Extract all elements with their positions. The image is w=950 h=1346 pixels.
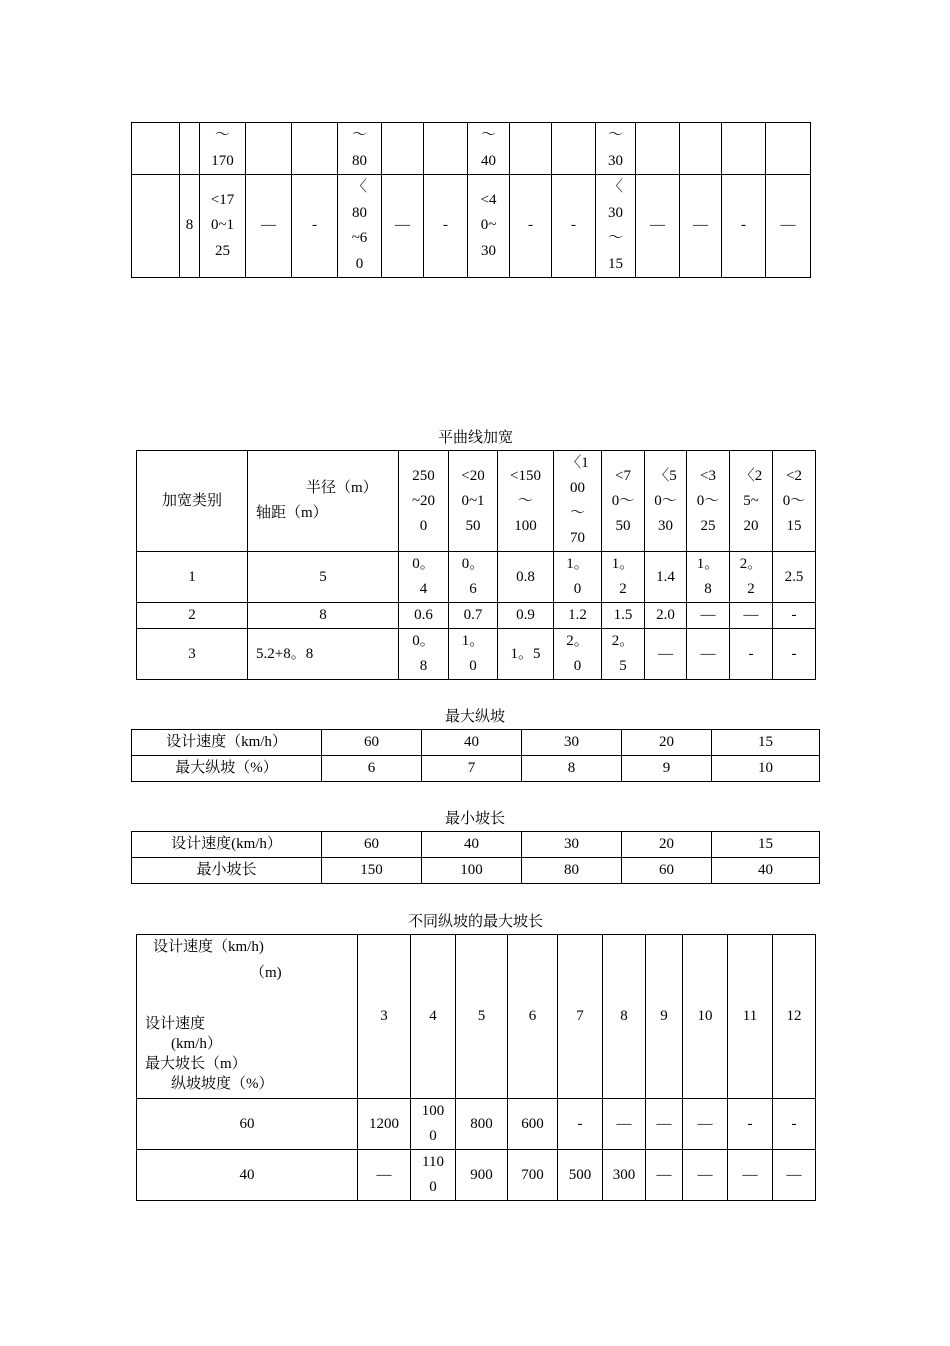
value-cell: 300 [603,1150,646,1201]
value-cell: 6 [322,756,422,782]
value-cell: 0。 8 [399,629,449,680]
value-cell: — [773,1150,816,1201]
value-cell: 500 [558,1150,603,1201]
value-cell: 20 [622,832,712,858]
grade-header: 6 [508,935,558,1099]
category-cell: 1 [137,552,248,603]
table-row [132,175,811,278]
value-cell: 10 [712,756,820,782]
value-cell: 30 [522,730,622,756]
table-cell: — [382,175,424,278]
value-cell: 1.4 [645,552,687,603]
value-cell: — [645,629,687,680]
grade-header: 9 [646,935,683,1099]
grade-header: 11 [728,935,773,1099]
value-cell: - [558,1099,603,1150]
table-cell: ～ 170 [200,123,246,175]
value-cell: 100 0 [411,1099,456,1150]
row-label: 设计速度(km/h） [132,832,322,858]
value-cell: 40 [422,730,522,756]
table-cell: - [510,175,552,278]
value-cell: — [646,1099,683,1150]
value-cell: - [773,603,816,629]
value-cell: 80 [522,858,622,884]
grade-header: 12 [773,935,816,1099]
value-cell: 800 [456,1099,508,1150]
value-cell: 2.0 [645,603,687,629]
table-row [132,832,820,858]
value-cell: - [773,1099,816,1150]
table-cell: 8 [180,175,200,278]
table-cell: - [722,175,766,278]
radius-range: 250 ~20 0 [399,451,449,552]
table-cell: <4 0~ 30 [468,175,510,278]
value-cell: - [773,629,816,680]
value-cell: - [730,629,773,680]
value-cell: 7 [422,756,522,782]
max-grade-table [131,729,820,782]
table-cell [132,175,180,278]
diagonal-header [137,935,358,1099]
header-speed-2: 设计速度 [145,1016,206,1032]
top-table [131,122,811,278]
radius-range: <20 0~1 50 [449,451,498,552]
table-cell [382,123,424,175]
value-cell: 110 0 [411,1150,456,1201]
table-cell: ～ 40 [468,123,510,175]
max-length-title: 不同纵坡的最大坡长 [407,914,543,930]
radius-range: <3 0～ 25 [687,451,730,552]
row-label: 最小坡长 [132,858,322,884]
value-cell: 2。 0 [554,629,602,680]
widening-table [136,450,816,680]
radius-range: <7 0～ 50 [602,451,645,552]
radius-range: 〈2 5~ 20 [730,451,773,552]
table-cell: — [766,175,811,278]
max-length-table [136,934,816,1201]
value-cell: — [358,1150,411,1201]
header-unit: （m) [250,965,282,981]
value-cell: 1.5 [602,603,645,629]
header-speed-unit: (km/h） [171,1036,222,1052]
value-cell: 2。 2 [730,552,773,603]
header-grade: 纵坡坡度（%） [171,1076,274,1092]
value-cell: 600 [508,1099,558,1150]
table-cell [132,123,180,175]
value-cell: 1。 0 [554,552,602,603]
value-cell: 150 [322,858,422,884]
row-label: 最大纵坡（%） [132,756,322,782]
radius-range: <150 ～ 100 [498,451,554,552]
value-cell: — [687,603,730,629]
value-cell: — [603,1099,646,1150]
grade-header: 5 [456,935,508,1099]
value-cell: 60 [322,730,422,756]
grade-header: 8 [603,935,646,1099]
wheelbase-cell: 5 [248,552,399,603]
value-cell: — [683,1099,728,1150]
table-row [137,603,816,629]
value-cell: 15 [712,832,820,858]
value-cell: 40 [422,832,522,858]
grade-header: 4 [411,935,456,1099]
value-cell: 1。5 [498,629,554,680]
table-cell [292,123,338,175]
wheelbase-cell: 5.2+8。8 [248,629,399,680]
grade-header: 10 [683,935,728,1099]
table-row [137,629,816,680]
table-cell: - [552,175,596,278]
table-row [137,1099,816,1150]
value-cell: 9 [622,756,712,782]
table-cell [722,123,766,175]
table-cell [636,123,680,175]
speed-cell: 60 [137,1099,358,1150]
table-cell [766,123,811,175]
value-cell: 100 [422,858,522,884]
table-cell: 〈 30 ～ 15 [596,175,636,278]
value-cell: 0。 6 [449,552,498,603]
row-label: 设计速度（km/h） [132,730,322,756]
table-cell: ～ 80 [338,123,382,175]
value-cell: 1。 0 [449,629,498,680]
value-cell: 20 [622,730,712,756]
table-row [137,552,816,603]
value-cell: 8 [522,756,622,782]
wheelbase-cell: 8 [248,603,399,629]
value-cell: 900 [456,1150,508,1201]
table-cell: — [680,175,722,278]
value-cell: — [730,603,773,629]
value-cell: 0.6 [399,603,449,629]
table-cell: 〈 80 ~6 0 [338,175,382,278]
max-grade-title: 最大纵坡 [444,709,505,725]
min-length-table [131,831,820,884]
value-cell: 30 [522,832,622,858]
value-cell: 1。 8 [687,552,730,603]
header-radius: 半径（m） [306,480,378,496]
table-row [132,858,820,884]
value-cell: 1.2 [554,603,602,629]
value-cell: 2。 5 [602,629,645,680]
table-row [137,451,816,552]
value-cell: 60 [322,832,422,858]
grade-header: 7 [558,935,603,1099]
table-cell: — [636,175,680,278]
radius-range: 〈1 00 ～ 70 [554,451,602,552]
value-cell: 40 [712,858,820,884]
value-cell: — [646,1150,683,1201]
header-radius-wheelbase [248,451,399,552]
table-cell [424,123,468,175]
table-cell: - [292,175,338,278]
value-cell: 700 [508,1150,558,1201]
widening-title: 平曲线加宽 [437,430,513,446]
table-row [132,730,820,756]
header-max-length: 最大坡长（m） [145,1056,247,1072]
radius-range: 〈5 0～ 30 [645,451,687,552]
table-cell [180,123,200,175]
value-cell: 15 [712,730,820,756]
category-cell: 2 [137,603,248,629]
value-cell: — [687,629,730,680]
speed-cell: 40 [137,1150,358,1201]
table-row [137,935,816,1099]
category-cell: 3 [137,629,248,680]
table-cell: <17 0~1 25 [200,175,246,278]
value-cell: 0.8 [498,552,554,603]
header-speed: 设计速度（km/h) [153,939,264,955]
header-category: 加宽类别 [137,451,248,552]
table-cell: — [246,175,292,278]
value-cell: 1200 [358,1099,411,1150]
radius-range: <2 0～ 15 [773,451,816,552]
value-cell: 0.9 [498,603,554,629]
value-cell: 0。 4 [399,552,449,603]
header-wheelbase: 轴距（m） [256,505,328,521]
table-cell [246,123,292,175]
table-cell: - [424,175,468,278]
value-cell: 60 [622,858,712,884]
table-row [137,1150,816,1201]
value-cell: — [728,1150,773,1201]
value-cell: 0.7 [449,603,498,629]
table-cell [680,123,722,175]
value-cell: 1。 2 [602,552,645,603]
value-cell: - [728,1099,773,1150]
min-length-title: 最小坡长 [444,811,505,827]
value-cell: 2.5 [773,552,816,603]
table-row [132,756,820,782]
grade-header: 3 [358,935,411,1099]
value-cell: — [683,1150,728,1201]
table-cell [510,123,552,175]
table-cell [552,123,596,175]
table-row [132,123,811,175]
table-cell: ～ 30 [596,123,636,175]
